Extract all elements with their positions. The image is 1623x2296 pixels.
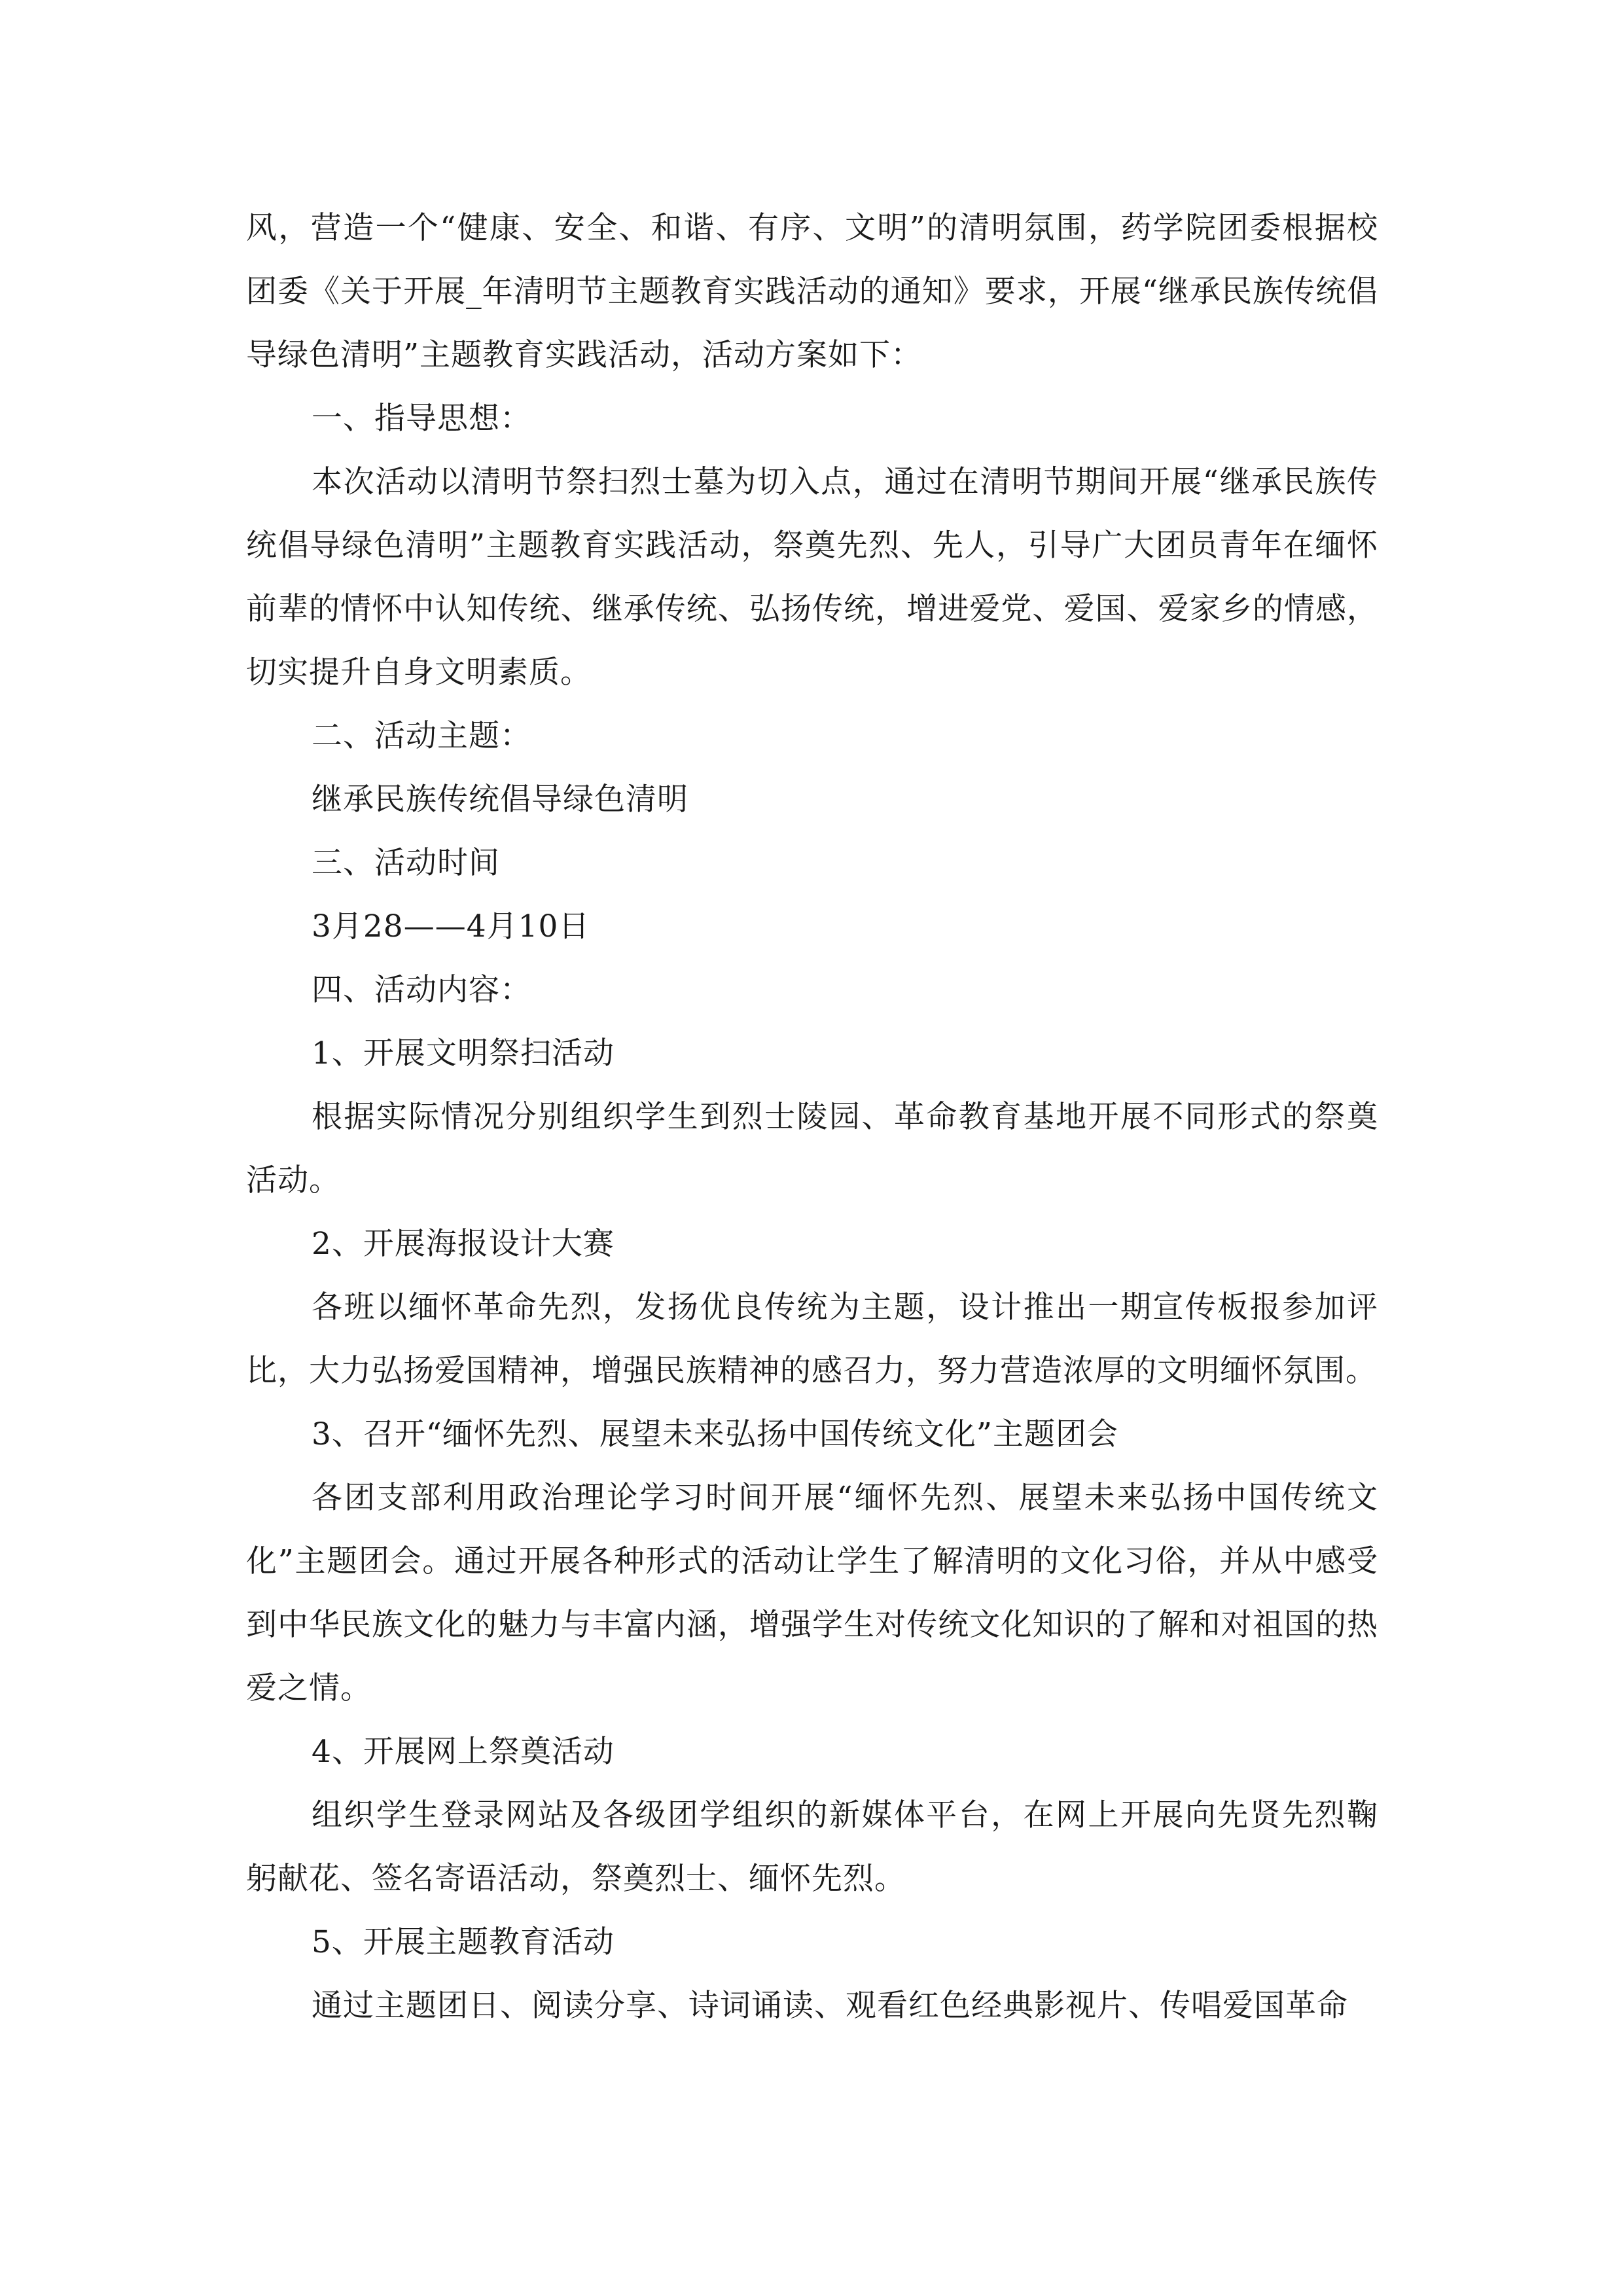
- paragraph-item-5: 通过主题团日、阅读分享、诗词诵读、观看红色经典影视片、传唱爱国革命: [312, 1988, 1348, 2024]
- paragraph-activity-time: 3月28——4月10日: [312, 908, 590, 944]
- paragraph-item-3: 各团支部利用政治理论学习时间开展“缅怀先烈、展望未来弘扬中国传统文化”主题团会。通过开展各种形式的活动让学生了解清明的文化习俗，并从中感受到中华民族文化的魅力与丰富内涵，增强学生对传统文化知识的了解和对祖国的热爱之情。: [246, 1480, 1378, 1706]
- subheading-item-2: 2、开展海报设计大赛: [312, 1226, 615, 1262]
- paragraph-activity-theme: 继承民族传统倡导绿色清明: [312, 781, 688, 817]
- heading-guiding-thought: 一、指导思想：: [312, 401, 531, 437]
- heading-activity-time: 三、活动时间: [312, 845, 500, 881]
- heading-activity-content: 四、活动内容：: [312, 972, 531, 1008]
- subheading-item-5: 5、开展主题教育活动: [312, 1924, 615, 1960]
- subheading-item-3: 3、召开“缅怀先烈、展望未来弘扬中国传统文化”主题团会: [312, 1416, 1118, 1452]
- heading-activity-theme: 二、活动主题：: [312, 718, 531, 754]
- subheading-item-1: 1、开展文明祭扫活动: [312, 1035, 615, 1071]
- document-body: [246, 196, 1378, 2037]
- paragraph-item-4: 组织学生登录网站及各级团学组织的新媒体平台，在网上开展向先贤先烈鞠躬献花、签名寄语活动，祭奠烈士、缅怀先烈。: [246, 1797, 1378, 1897]
- paragraph-intro: 风，营造一个“健康、安全、和谐、有序、文明”的清明氛围，药学院团委根据校团委《关于开展_年清明节主题教育实践活动的通知》要求，开展“继承民族传统倡导绿色清明”主题教育实践活动，活动方案如下：: [246, 210, 1378, 373]
- paragraph-item-2: 各班以缅怀革命先烈，发扬优良传统为主题，设计推出一期宣传板报参加评比，大力弘扬爱国精神，增强民族精神的感召力，努力营造浓厚的文明缅怀氛围。: [246, 1289, 1378, 1389]
- paragraph-item-1: 根据实际情况分别组织学生到烈士陵园、革命教育基地开展不同形式的祭奠活动。: [246, 1099, 1378, 1198]
- subheading-item-4: 4、开展网上祭奠活动: [312, 1734, 615, 1770]
- paragraph-guiding-thought: 本次活动以清明节祭扫烈士墓为切入点，通过在清明节期间开展“继承民族传统倡导绿色清明”主题教育实践活动，祭奠先烈、先人，引导广大团员青年在缅怀前辈的情怀中认知传统、继承传统、弘扬传统，增进爱党、爱国、爱家乡的情感，切实提升自身文明素质。: [246, 464, 1378, 691]
